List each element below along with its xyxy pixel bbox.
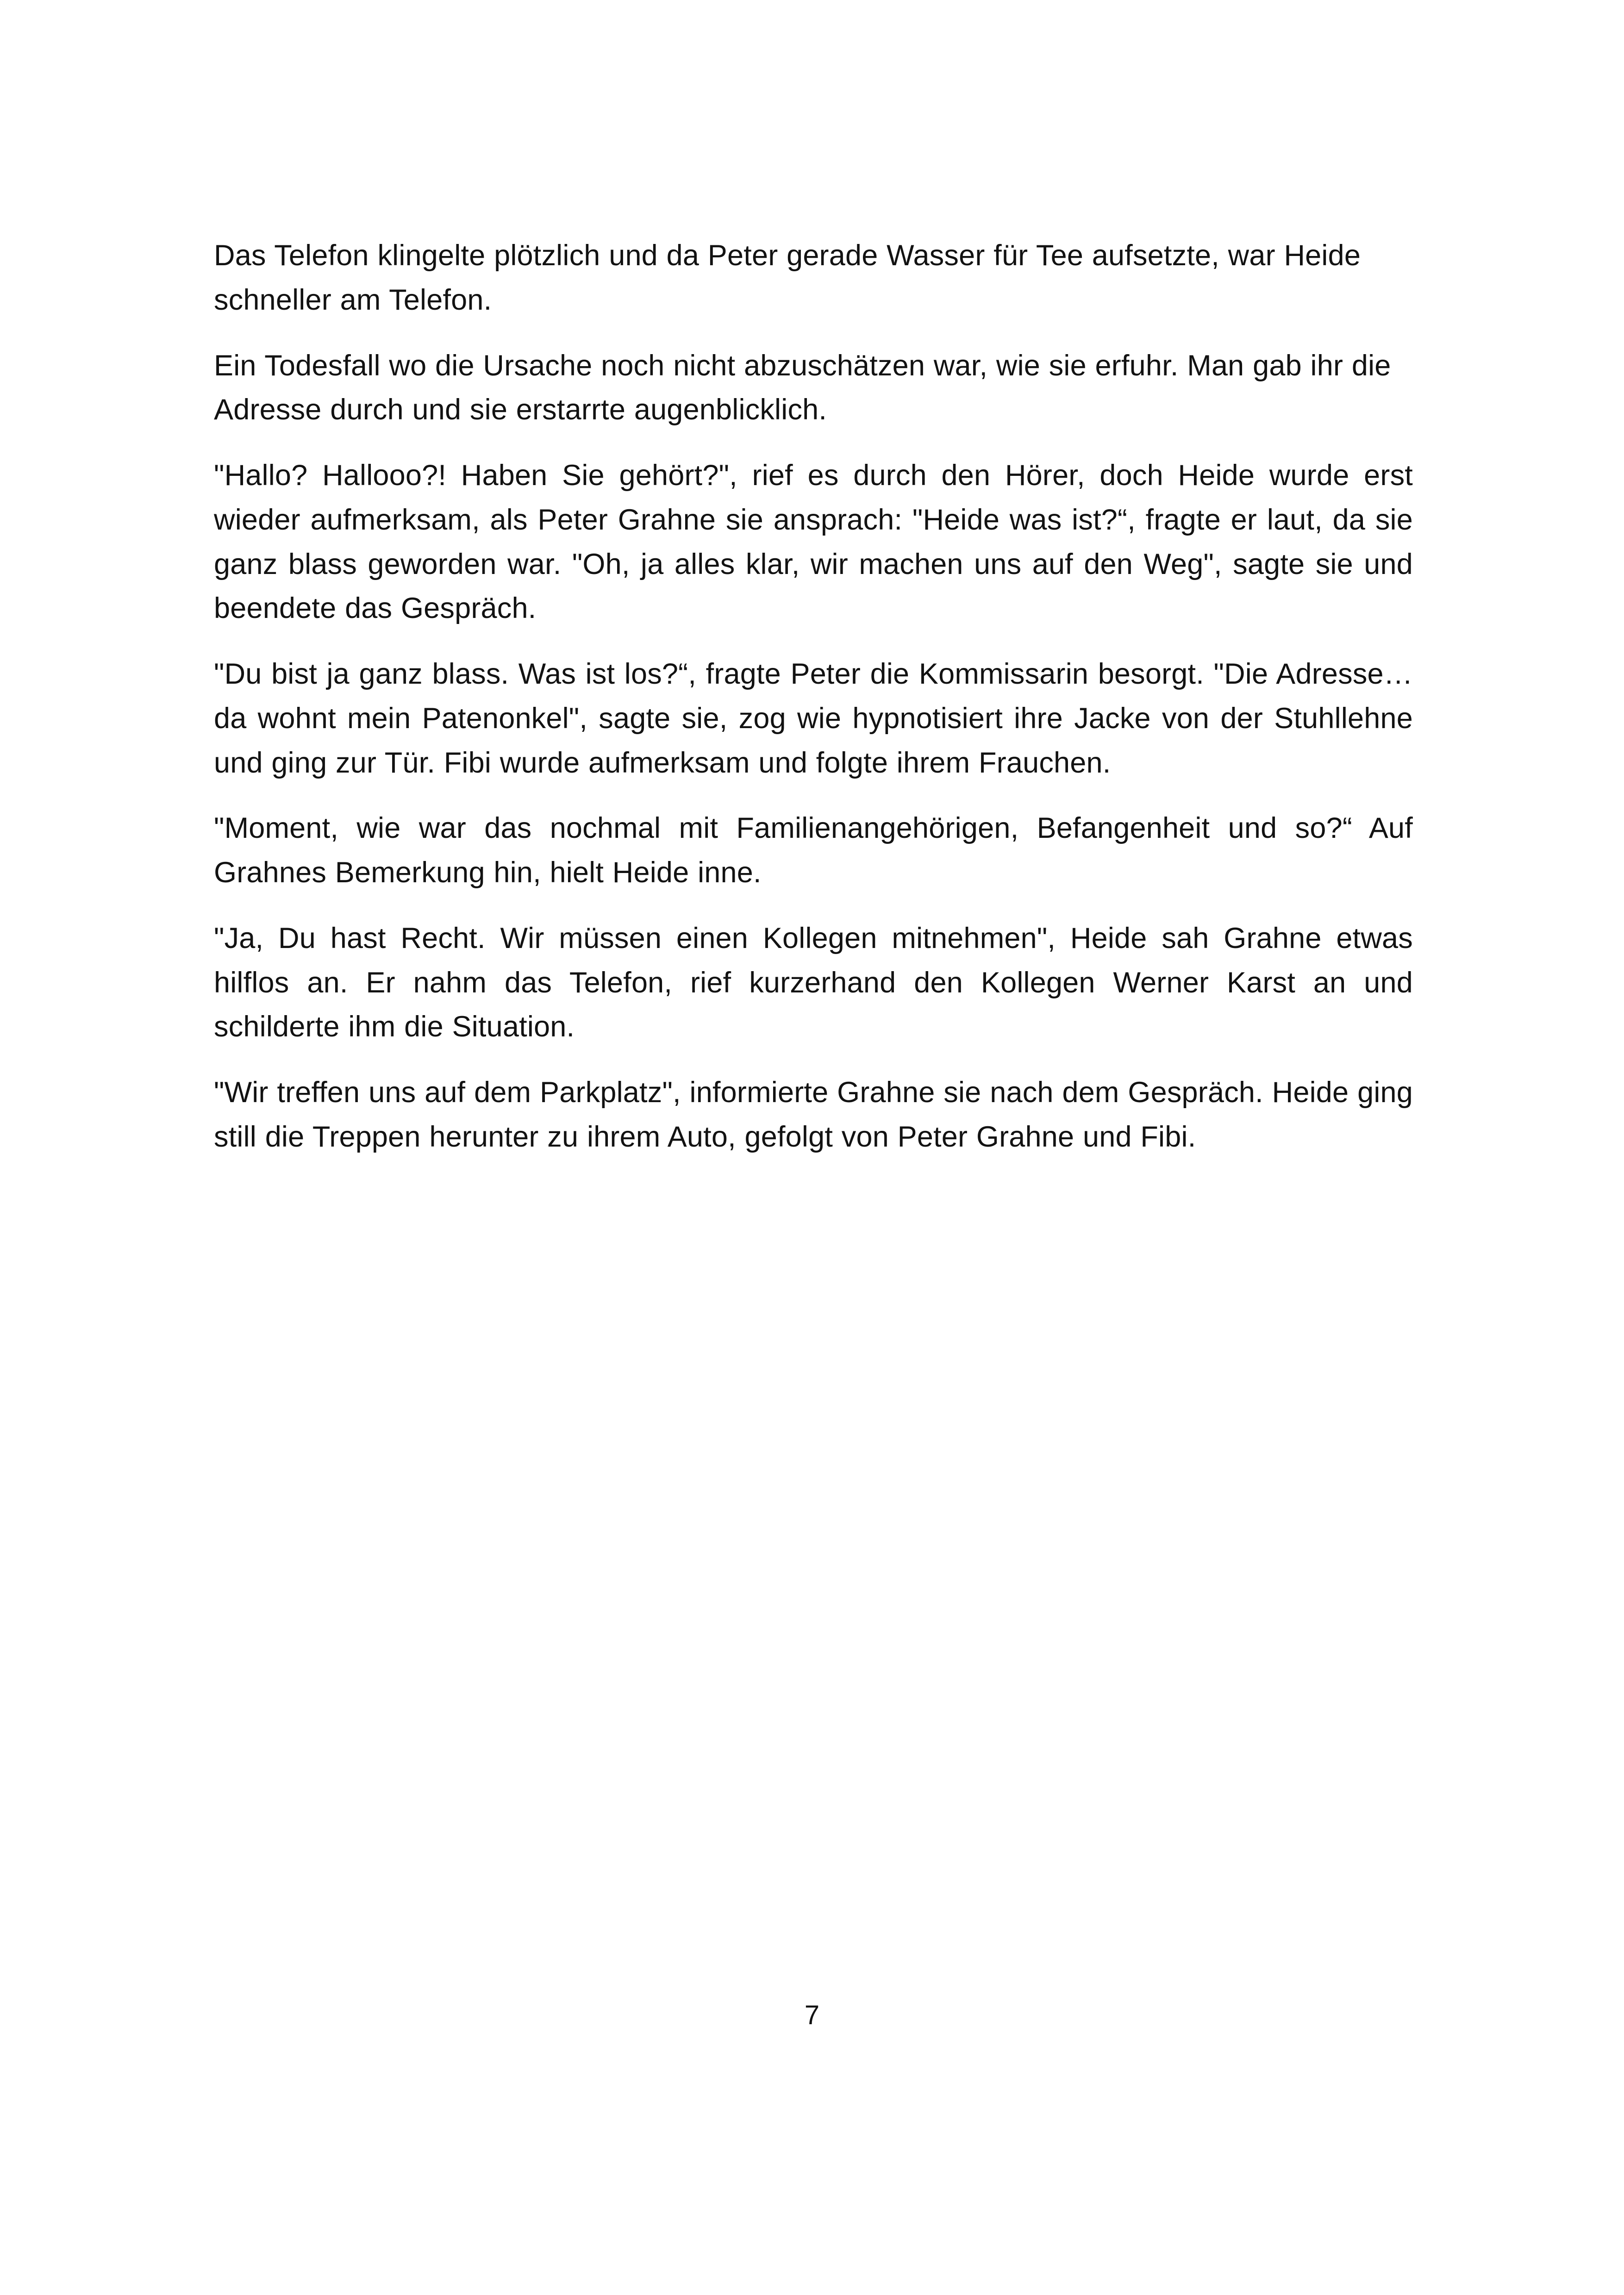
paragraph: "Du bist ja ganz blass. Was ist los?“, fragte Peter die Kommissarin besorgt. "Die Adresse… da wohnt mein Patenonkel", sagte sie, zog wie hypnotisiert ihre Jacke von der Stuhllehne und ging zur Tür. Fibi wurde aufmerksam und folgte ihrem Frauchen. (214, 658, 1413, 779)
body-text-column (214, 234, 1413, 1181)
paragraph: "Ja, Du hast Recht. Wir müssen einen Kollegen mitnehmen", Heide sah Grahne etwas hilflos an. Er nahm das Telefon, rief kurzerhand den Kollegen Werner Karst an und schilderte ihm die Situation. (214, 922, 1413, 1043)
paragraph: "Moment, wie war das nochmal mit Familienangehörigen, Befangenheit und so?“ Auf Grahnes Bemerkung hin, hielt Heide inne. (214, 812, 1413, 889)
page-number: 7 (804, 2000, 820, 2030)
paragraph: "Wir treffen uns auf dem Parkplatz", informierte Grahne sie nach dem Gespräch. Heide ging still die Treppen herunter zu ihrem Auto, gefolgt von Peter Grahne und Fibi. (214, 1076, 1413, 1153)
paragraph: "Hallo? Hallooo?! Haben Sie gehört?", rief es durch den Hörer, doch Heide wurde erst wieder aufmerksam, als Peter Grahne sie ansprach: "Heide was ist?“, fragte er laut, da sie ganz blass geworden war. "Oh, ja alles klar, wir machen uns auf den Weg", sagte sie und beendete das Gespräch. (214, 459, 1413, 625)
paragraph: Ein Todesfall wo die Ursache noch nicht abzuschätzen war, wie sie erfuhr. Man gab ihr die Adresse durch und sie erstarrte augenblicklich. (214, 349, 1391, 426)
paragraph: Das Telefon klingelte plötzlich und da Peter gerade Wasser für Tee aufsetzte, war Heide schneller am Telefon. (214, 239, 1361, 316)
